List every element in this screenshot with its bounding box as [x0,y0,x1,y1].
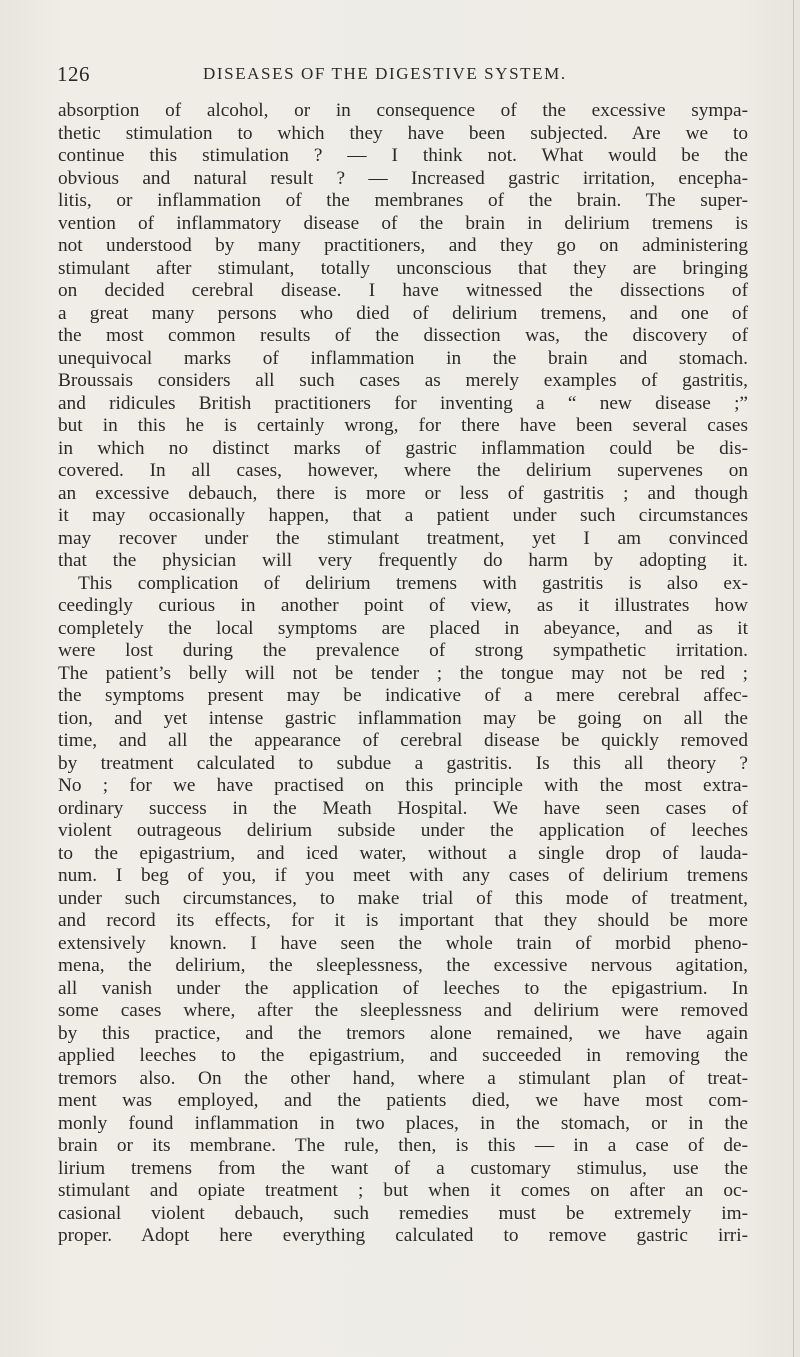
text-line: some cases where, after the sleeplessness and delirium were removed [58,1000,748,1021]
text-line: time, and all the appearance of cerebral disease be quickly removed [58,730,748,751]
text-line: to the epigastrium, and iced water, without a single drop of lauda- [58,842,748,864]
text-line: The patient’s belly will not be tender ; the tongue may not be red ; [58,662,748,684]
text-line: extensively known. I have seen the whole train of morbid pheno- [58,932,748,954]
text-line: absorption of alcohol, or in consequence of the excessive sympa- [58,100,748,121]
body-text [58,100,748,1248]
text-line: lirium tremens from the want of a customary stimulus, use the [58,1157,748,1179]
running-head: DISEASES OF THE DIGESTIVE SYSTEM. [203,64,567,83]
text-line: litis, or inflammation of the membranes of the brain. The super- [58,190,748,211]
text-line: brain or its membrane. The rule, then, is this — in a case of de- [58,1135,748,1156]
text-line: that the physician will very frequently do harm by adopting it. [58,550,748,571]
text-line: vention of inflammatory disease of the brain in delirium tremens is [58,212,748,234]
text-line: in which no distinct marks of gastric inflammation could be dis- [58,437,748,459]
text-line: ordinary success in the Meath Hospital. We have seen cases of [58,797,748,819]
text-line: and record its effects, for it is important that they should be more [58,910,748,931]
text-line: proper. Adopt here everything calculated to remove gastric irri- [58,1225,748,1246]
text-line: stimulant after stimulant, totally unconscious that they are bringing [58,257,748,279]
text-line: all vanish under the application of leeches to the epigastrium. In [58,977,748,999]
text-line: mena, the delirium, the sleeplessness, the excessive nervous agitation, [58,955,748,976]
text-line: it may occasionally happen, that a patient under such circumstances [58,505,748,526]
text-line: monly found inflammation in two places, in the stomach, or in the [58,1112,748,1134]
text-line: the symptoms present may be indicative of a mere cerebral affec- [58,685,748,706]
text-line: but in this he is certainly wrong, for there have been several cases [58,415,748,436]
text-line: completely the local symptoms are placed in abeyance, and as it [58,617,748,639]
text-line: under such circumstances, to make trial of this mode of treatment, [58,887,748,909]
text-line: Broussais considers all such cases as merely examples of gastritis, [58,370,748,391]
text-line: by treatment calculated to subdue a gastritis. Is this all theory ? [58,752,748,774]
text-line: obvious and natural result ? — Increased gastric irritation, encepha- [58,167,748,189]
text-line: casional violent debauch, such remedies must be extremely im- [58,1202,748,1224]
page-header [57,62,757,86]
text-line: were lost during the prevalence of strong sympathetic irritation. [58,640,748,661]
text-line: a great many persons who died of delirium tremens, and one of [58,302,748,324]
text-line: the most common results of the dissection was, the discovery of [58,325,748,346]
text-line: ment was employed, and the patients died, we have most com- [58,1090,748,1111]
text-line: an excessive debauch, there is more or less of gastritis ; and though [58,482,748,504]
text-line: ceedingly curious in another point of view, as it illustrates how [58,595,748,616]
text-line: on decided cerebral disease. I have witnessed the dissections of [58,280,748,301]
text-line: may recover under the stimulant treatment, yet I am convinced [58,527,748,549]
text-line: num. I beg of you, if you meet with any cases of delirium tremens [58,865,748,886]
text-line: applied leeches to the epigastrium, and succeeded in removing the [58,1045,748,1066]
text-line: covered. In all cases, however, where the delirium supervenes on [58,460,748,481]
text-line: thetic stimulation to which they have been subjected. Are we to [58,122,748,144]
text-line: This complication of delirium tremens with gastritis is also ex- [78,572,748,594]
page-number: 126 [57,62,90,86]
text-line: violent outrageous delirium subside under the application of leeches [58,820,748,841]
text-line: tremors also. On the other hand, where a stimulant plan of treat- [58,1067,748,1089]
text-line: not understood by many practitioners, and they go on administering [58,235,748,256]
text-line: by this practice, and the tremors alone remained, we have again [58,1022,748,1044]
text-line: continue this stimulation ? — I think not. What would be the [58,145,748,166]
text-line: No ; for we have practised on this principle with the most extra- [58,775,748,796]
text-line: stimulant and opiate treatment ; but when it comes on after an oc- [58,1180,748,1201]
text-line: unequivocal marks of inflammation in the brain and stomach. [58,347,748,369]
text-line: tion, and yet intense gastric inflammation may be going on all the [58,707,748,729]
text-line: and ridicules British practitioners for inventing a “ new disease ;” [58,392,748,414]
page-edge [793,0,794,1357]
